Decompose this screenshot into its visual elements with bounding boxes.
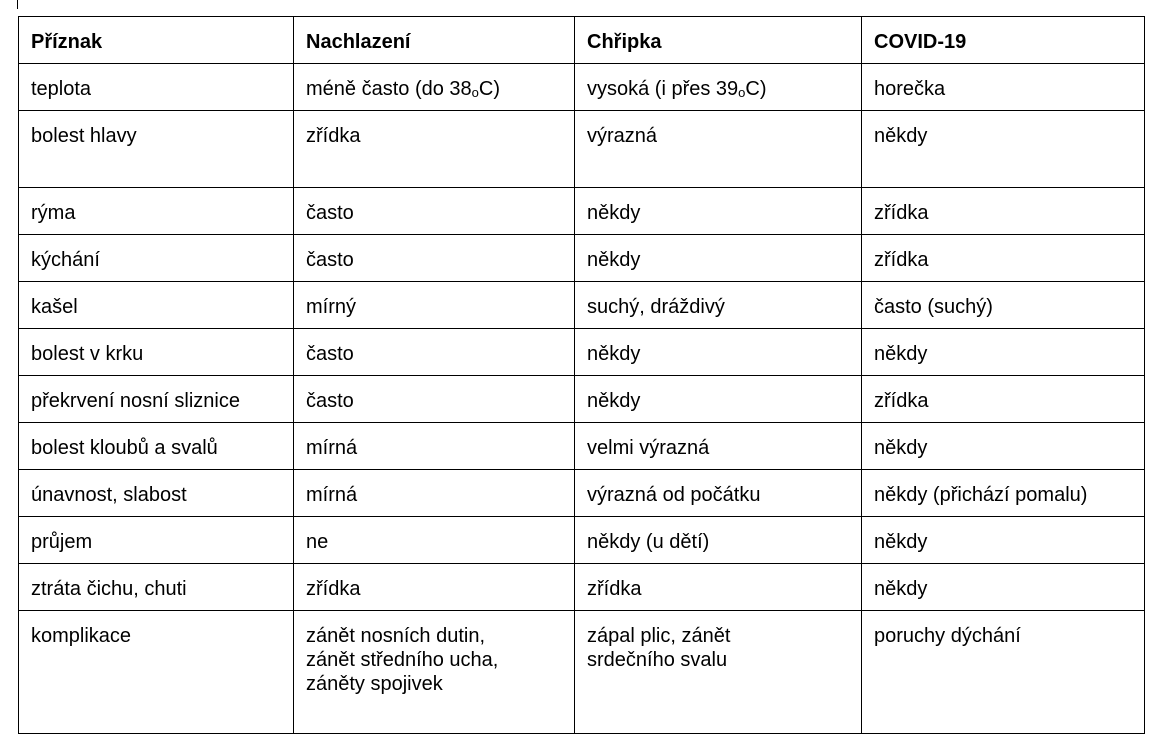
cold-cell: zřídka <box>294 564 575 611</box>
flu-cell: výrazná <box>575 111 862 188</box>
cold-cell: mírný <box>294 282 575 329</box>
covid-cell: někdy <box>862 329 1145 376</box>
cold-text-end: C) <box>478 78 500 100</box>
symptom-cell: průjem <box>19 517 294 564</box>
table-row <box>19 611 1145 734</box>
symptom-cell: teplota <box>19 64 294 111</box>
flu-cell <box>575 611 862 734</box>
header-flu: Chřipka <box>575 17 862 64</box>
covid-cell: někdy <box>862 564 1145 611</box>
covid-cell: někdy <box>862 111 1145 188</box>
header-symptom: Příznak <box>19 17 294 64</box>
cold-line: zánět nosních dutin, <box>306 625 486 647</box>
symptom-cell: překrvení nosní sliznice <box>19 376 294 423</box>
flu-cell: někdy <box>575 329 862 376</box>
table-row <box>19 376 1145 423</box>
symptom-cell: rýma <box>19 188 294 235</box>
cold-cell <box>294 611 575 734</box>
covid-cell: někdy (přichází pomalu) <box>862 470 1145 517</box>
flu-line: zápal plic, zánět <box>587 625 731 647</box>
flu-cell: velmi výrazná <box>575 423 862 470</box>
covid-cell: často (suchý) <box>862 282 1145 329</box>
symptom-cell: komplikace <box>19 611 294 734</box>
degree-mark: o <box>738 85 746 100</box>
header-covid: COVID-19 <box>862 17 1145 64</box>
symptom-cell: ztráta čichu, chuti <box>19 564 294 611</box>
symptom-cell: bolest v krku <box>19 329 294 376</box>
covid-cell: někdy <box>862 423 1145 470</box>
flu-cell: suchý, dráždivý <box>575 282 862 329</box>
cold-cell: zřídka <box>294 111 575 188</box>
covid-cell: zřídka <box>862 235 1145 282</box>
covid-cell: zřídka <box>862 376 1145 423</box>
table-row <box>19 111 1145 188</box>
cold-cell <box>294 64 575 111</box>
symptom-cell: kýchání <box>19 235 294 282</box>
table-row <box>19 188 1145 235</box>
cold-cell: mírná <box>294 423 575 470</box>
table-row <box>19 517 1145 564</box>
table-row <box>19 64 1145 111</box>
flu-line: srdečního svalu <box>587 649 728 671</box>
table-row <box>19 564 1145 611</box>
symptom-cell: bolest kloubů a svalů <box>19 423 294 470</box>
cold-line: záněty spojivek <box>306 673 443 695</box>
cold-cell: často <box>294 235 575 282</box>
symptom-comparison-table <box>18 16 1145 734</box>
cold-cell: často <box>294 329 575 376</box>
flu-text: vysoká (i přes 39 <box>587 78 739 100</box>
cold-cell: často <box>294 376 575 423</box>
table-row <box>19 329 1145 376</box>
flu-cell: někdy <box>575 188 862 235</box>
cold-line: zánět středního ucha, <box>306 649 499 671</box>
flu-cell: někdy (u dětí) <box>575 517 862 564</box>
table-row <box>19 470 1145 517</box>
flu-cell: někdy <box>575 235 862 282</box>
flu-cell: zřídka <box>575 564 862 611</box>
covid-cell: zřídka <box>862 188 1145 235</box>
table-header-row <box>19 17 1145 64</box>
degree-mark: o <box>471 85 479 100</box>
cold-cell: mírná <box>294 470 575 517</box>
flu-cell: výrazná od počátku <box>575 470 862 517</box>
cold-text: méně často (do 38 <box>306 78 472 100</box>
table-row <box>19 235 1145 282</box>
flu-cell: někdy <box>575 376 862 423</box>
table-row <box>19 282 1145 329</box>
cold-cell: ne <box>294 517 575 564</box>
covid-cell: někdy <box>862 517 1145 564</box>
flu-cell <box>575 64 862 111</box>
table-row <box>19 423 1145 470</box>
symptom-cell: bolest hlavy <box>19 111 294 188</box>
header-cold: Nachlazení <box>294 17 575 64</box>
symptom-cell: únavnost, slabost <box>19 470 294 517</box>
covid-cell: horečka <box>862 64 1145 111</box>
cold-cell: často <box>294 188 575 235</box>
symptom-cell: kašel <box>19 282 294 329</box>
text-cursor-mark <box>17 0 18 9</box>
covid-cell: poruchy dýchání <box>862 611 1145 734</box>
flu-text-end: C) <box>745 78 767 100</box>
